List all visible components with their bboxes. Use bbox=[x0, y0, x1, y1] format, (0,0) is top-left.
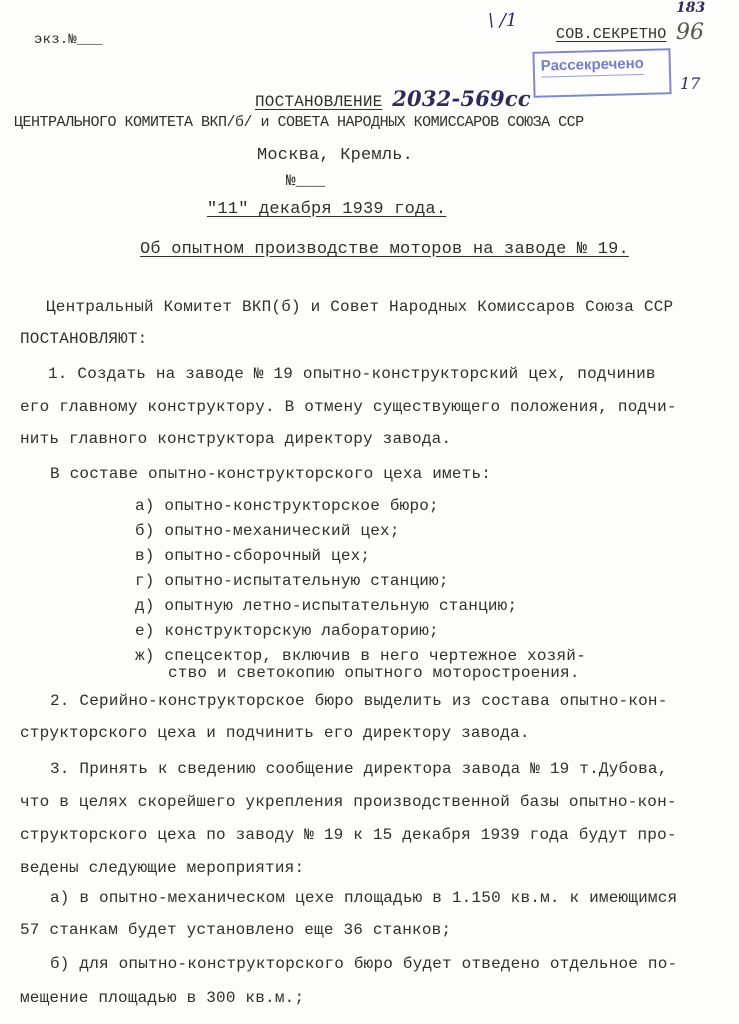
doc-number: №___ bbox=[286, 172, 326, 190]
list-item: б) опытно-механический цех; bbox=[135, 522, 400, 540]
list-item: а) опытно-конструкторское бюро; bbox=[135, 497, 439, 515]
p3b-line-2: мещение площадью в 300 кв.м.; bbox=[20, 989, 305, 1007]
p3a-line-2: 57 станкам будет установлено еще 36 станков; bbox=[20, 921, 452, 939]
subject-line: Об опытном производстве моторов на заводе № 19. bbox=[140, 240, 629, 259]
resolution-word: ПОСТАНОВЛЕНИЕ bbox=[255, 93, 383, 111]
p3-line-2: что в целях скорейшего укрепления производственной базы опытно-кон- bbox=[20, 793, 677, 811]
p2-line-2: структорского цеха и подчинить его директору завода. bbox=[20, 724, 530, 742]
list-item-continued: ство и светокопию опытного моторостроения. bbox=[168, 664, 580, 682]
stamp-handwriting: 17 bbox=[680, 74, 701, 93]
p3-line-3: структорского цеха по заводу № 19 к 15 декабря 1939 года будут про- bbox=[20, 826, 677, 844]
secret-mark: СОВ.СЕКРЕТНО bbox=[556, 26, 667, 43]
p3-line-1: 3. Принять к сведению сообщение директора завода № 19 т.Дубова, bbox=[50, 760, 668, 778]
p1-line-2: его главному конструктору. В отмену существующего положения, подчи- bbox=[20, 398, 677, 416]
handwritten-mark: 183 bbox=[676, 0, 706, 16]
page-number: 96 bbox=[676, 20, 704, 45]
stamp-text: Рассекречено bbox=[541, 55, 645, 78]
copy-number: экз.№___ bbox=[34, 32, 103, 48]
p1-sub: В составе опытно-конструкторского цеха иметь: bbox=[50, 465, 492, 483]
intro-line-1: Центральный Комитет ВКП(б) и Совет Народных Комиссаров Союза ССР bbox=[46, 298, 674, 316]
resolution-heading bbox=[255, 86, 531, 111]
p2-line-1: 2. Серийно-конструкторское бюро выделить из состава опытно-кон- bbox=[50, 692, 668, 710]
p1-line-1: 1. Создать на заводе № 19 опытно-конструкторский цех, подчинив bbox=[48, 365, 656, 383]
p1-line-3: нить главного конструктора директору завода. bbox=[20, 430, 452, 448]
intro-line-2: ПОСТАНОВЛЯЮТ: bbox=[20, 330, 148, 348]
list-item: ж) спецсектор, включив в него чертежное хозяй- bbox=[135, 647, 586, 665]
list-item: г) опытно-испытательную станцию; bbox=[135, 572, 449, 590]
list-item: д) опытную летно-испытательную станцию; bbox=[135, 597, 518, 615]
p3b-line-1: б) для опытно-конструкторского бюро будет отведено отдельное по- bbox=[50, 955, 678, 973]
resolution-number: 2032-569сс bbox=[392, 86, 531, 111]
place: Москва, Кремль. bbox=[257, 146, 414, 165]
p3-line-4: ведены следующие мероприятия: bbox=[20, 859, 305, 877]
issuing-bodies: ЦЕНТРАЛЬНОГО КОМИТЕТА ВКП/б/ и СОВЕТА НАРОДНЫХ КОМИССАРОВ СОЮЗА ССР bbox=[14, 114, 584, 131]
doc-date: "11" декабря 1939 года. bbox=[207, 200, 447, 219]
list-item: в) опытно-сборочный цех; bbox=[135, 547, 371, 565]
declassified-stamp bbox=[532, 48, 671, 98]
p3a-line-1: а) в опытно-механическом цехе площадью в 1.150 кв.м. к имеющимся bbox=[50, 889, 678, 907]
top-scribble: \ /1 bbox=[488, 10, 518, 31]
list-item: е) конструкторскую лабораторию; bbox=[135, 622, 439, 640]
